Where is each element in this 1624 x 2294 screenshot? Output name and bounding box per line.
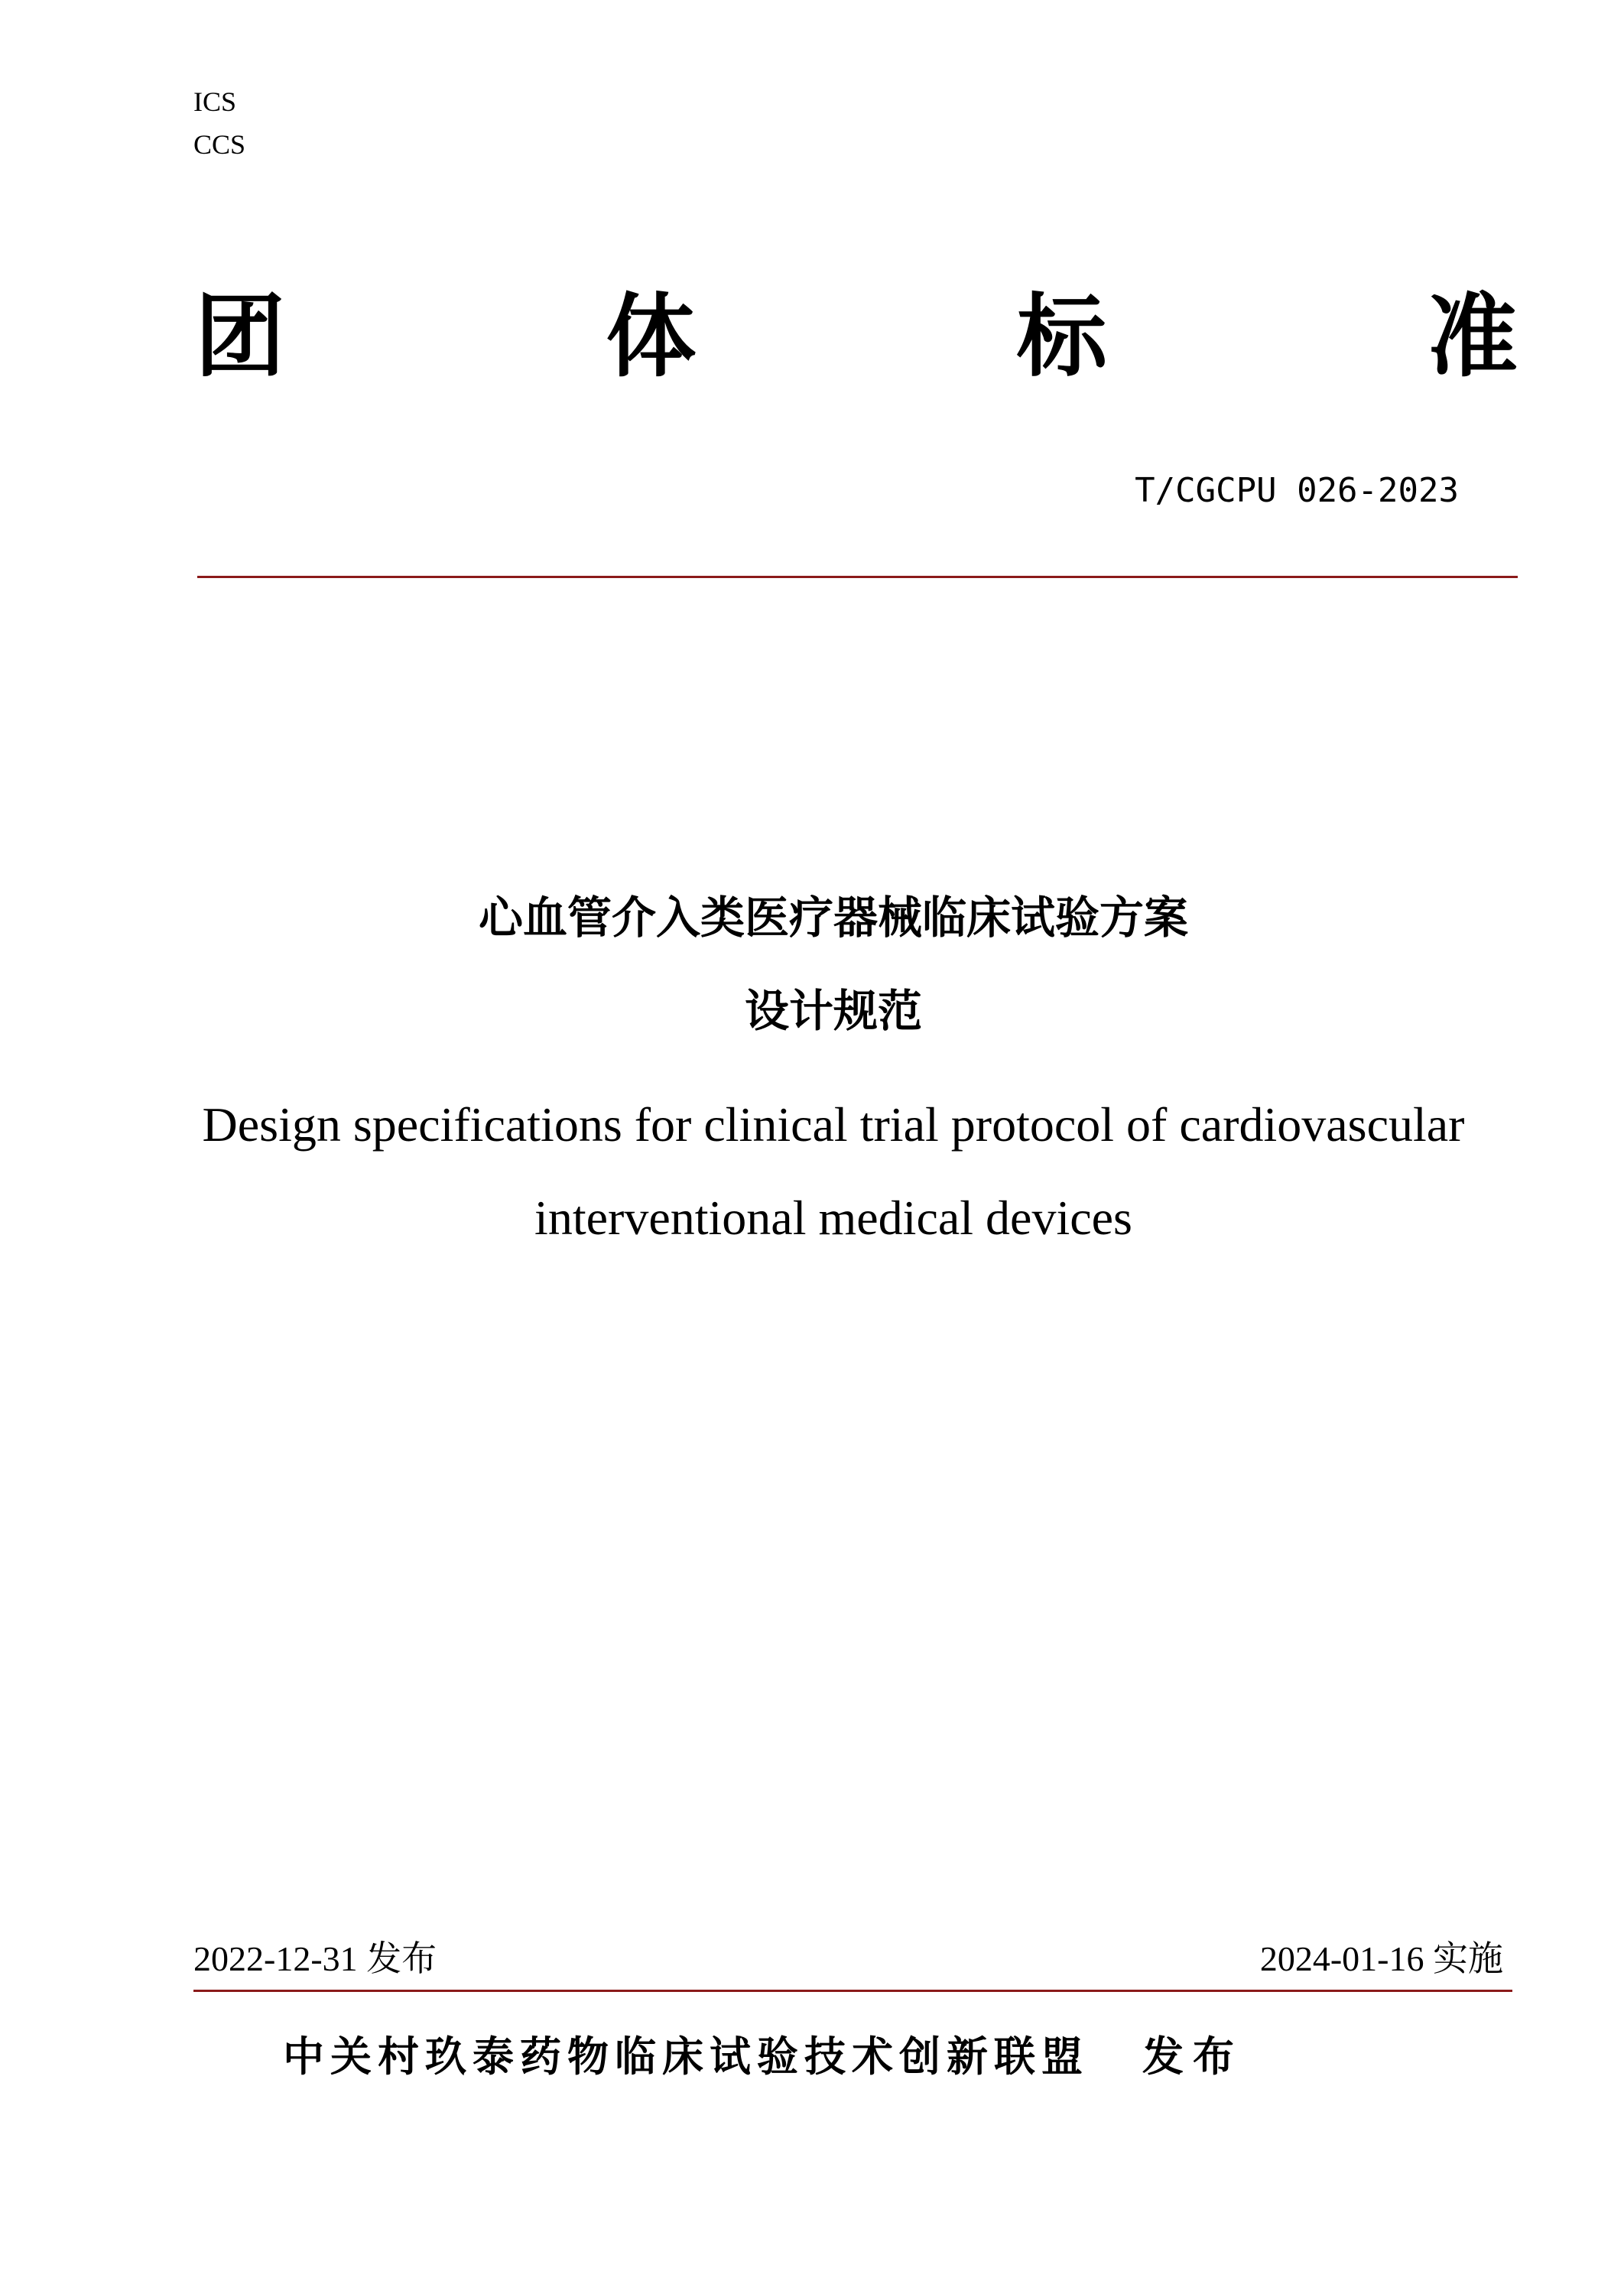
chinese-title xyxy=(138,887,1529,1041)
standard-number: T/CGCPU 026-2023 xyxy=(1135,471,1459,510)
chinese-title-line-2: 设计规范 xyxy=(744,985,922,1037)
english-title-line-2: interventional medical devices xyxy=(534,1191,1132,1245)
ccs-label: CCS xyxy=(193,129,246,160)
doc-type-char: 团 xyxy=(195,284,286,389)
implementation-date: 2024-01-16 实施 xyxy=(1259,1939,1503,1978)
doc-type-char: 标 xyxy=(1016,284,1107,389)
bottom-divider xyxy=(193,1990,1512,1992)
chinese-title-line-1: 心血管介入类医疗器械临床试验方案 xyxy=(478,892,1188,944)
doc-type-char: 体 xyxy=(606,284,697,389)
ics-label: ICS xyxy=(193,86,237,117)
publisher-line xyxy=(283,2026,1243,2088)
publisher-action: 发布 xyxy=(1142,2032,1243,2081)
document-type-heading xyxy=(195,283,1518,390)
classification-codes xyxy=(193,80,245,166)
top-divider xyxy=(197,576,1518,578)
doc-type-char: 准 xyxy=(1427,284,1518,389)
publisher-name: 中关村玖泰药物临床试验技术创新联盟 xyxy=(283,2032,1089,2081)
issue-date: 2022-12-31 发布 xyxy=(193,1939,437,1978)
english-title xyxy=(138,1078,1529,1265)
english-title-line-1: Design specifications for clinical trial protocol of cardiovascular xyxy=(202,1097,1465,1152)
